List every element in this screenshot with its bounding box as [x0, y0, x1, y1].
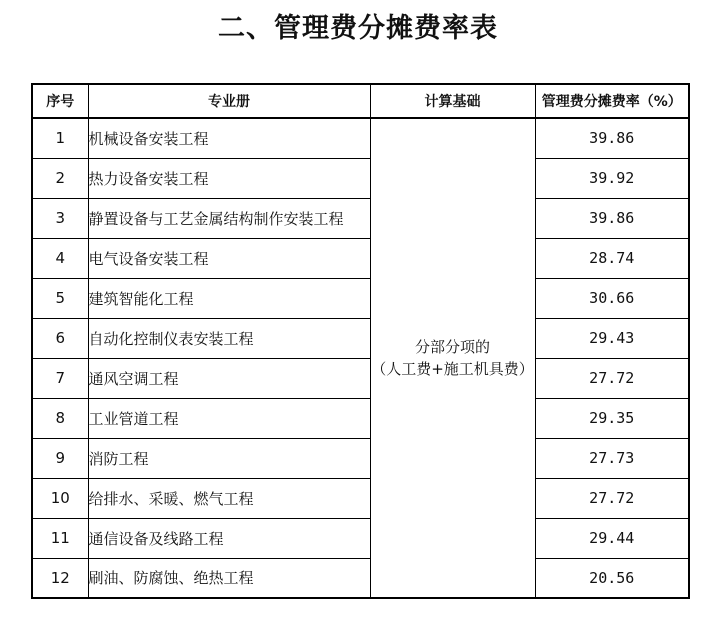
row-category: 自动化控制仪表安装工程	[88, 318, 370, 358]
row-rate: 39.86	[535, 198, 689, 238]
row-rate: 27.72	[535, 358, 689, 398]
basis-line-1: 分部分项的	[414, 338, 490, 356]
table-row	[32, 118, 689, 158]
rate-table	[31, 83, 690, 599]
row-category: 消防工程	[88, 438, 370, 478]
row-rate: 29.44	[535, 518, 689, 558]
row-number: 11	[32, 518, 88, 558]
row-rate: 29.35	[535, 398, 689, 438]
row-number: 7	[32, 358, 88, 398]
row-number: 4	[32, 238, 88, 278]
header-no: 序号	[32, 84, 88, 118]
row-rate: 27.72	[535, 478, 689, 518]
row-number: 12	[32, 558, 88, 598]
header-category: 专业册	[88, 84, 370, 118]
header-rate: 管理费分摊费率（%）	[535, 84, 689, 118]
row-rate: 29.43	[535, 318, 689, 358]
table-row	[32, 318, 689, 358]
basis-line-2: （人工费+施工机具费）	[371, 360, 534, 378]
row-number: 5	[32, 278, 88, 318]
row-rate: 20.56	[535, 558, 689, 598]
row-number: 3	[32, 198, 88, 238]
table-row	[32, 358, 689, 398]
row-rate: 39.86	[535, 118, 689, 158]
row-rate: 28.74	[535, 238, 689, 278]
row-number: 9	[32, 438, 88, 478]
page-title: 二、管理费分摊费率表	[218, 13, 498, 44]
row-category: 静置设备与工艺金属结构制作安装工程	[88, 198, 370, 238]
table-row	[32, 278, 689, 318]
row-category: 工业管道工程	[88, 398, 370, 438]
table-row	[32, 518, 689, 558]
table-row	[32, 158, 689, 198]
row-number: 10	[32, 478, 88, 518]
row-category: 机械设备安装工程	[88, 118, 370, 158]
row-number: 1	[32, 118, 88, 158]
row-category: 电气设备安装工程	[88, 238, 370, 278]
row-category: 给排水、采暖、燃气工程	[88, 478, 370, 518]
table-row	[32, 558, 689, 598]
row-rate: 30.66	[535, 278, 689, 318]
table-row	[32, 238, 689, 278]
row-category: 通信设备及线路工程	[88, 518, 370, 558]
row-category: 建筑智能化工程	[88, 278, 370, 318]
row-number: 6	[32, 318, 88, 358]
row-number: 2	[32, 158, 88, 198]
row-category: 通风空调工程	[88, 358, 370, 398]
row-category: 热力设备安装工程	[88, 158, 370, 198]
row-rate: 39.92	[535, 158, 689, 198]
header-basis: 计算基础	[370, 84, 535, 118]
row-number: 8	[32, 398, 88, 438]
table-row	[32, 198, 689, 238]
calculation-basis	[370, 118, 535, 598]
row-category: 刷油、防腐蚀、绝热工程	[88, 558, 370, 598]
header-row	[32, 84, 689, 118]
table-row	[32, 438, 689, 478]
table-row	[32, 478, 689, 518]
table-row	[32, 398, 689, 438]
row-rate: 27.73	[535, 438, 689, 478]
